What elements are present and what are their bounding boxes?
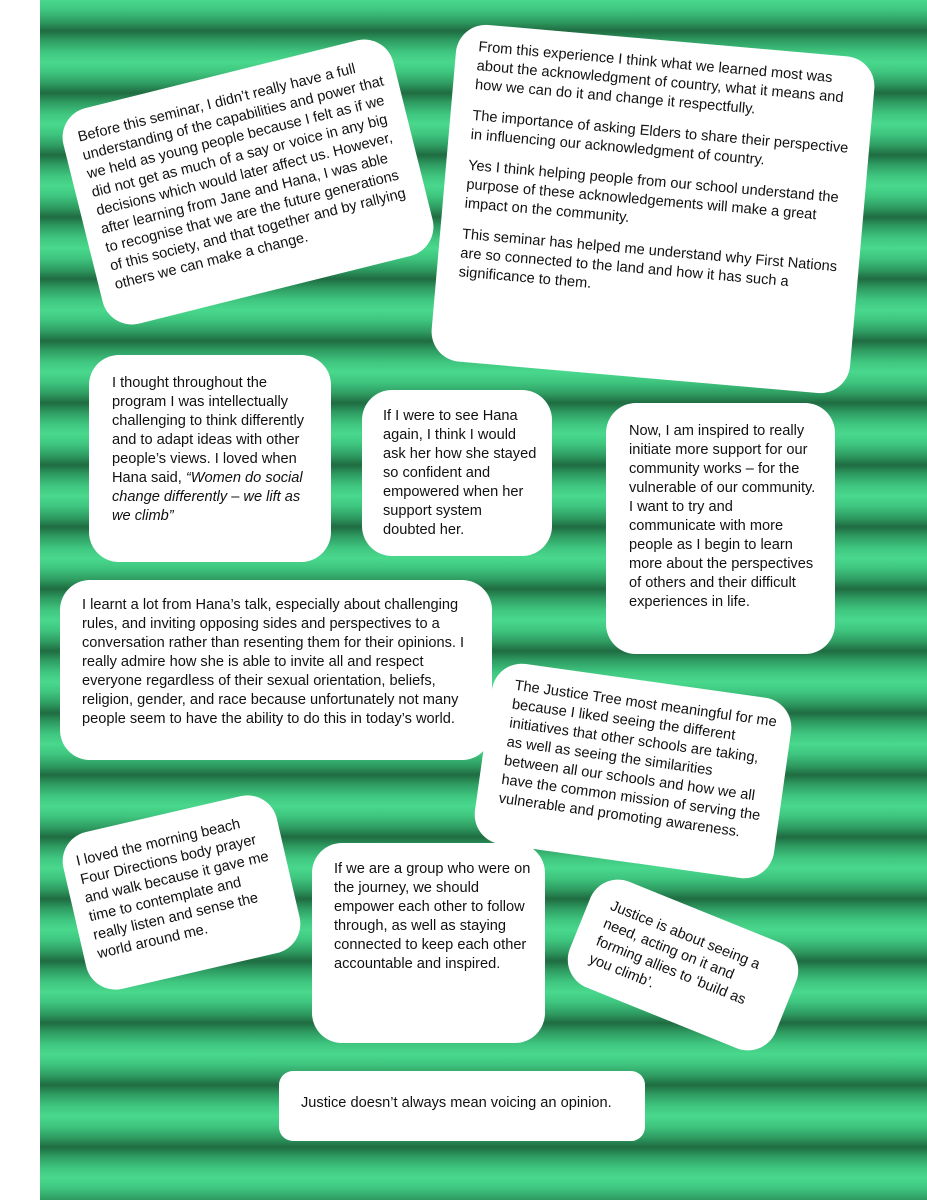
note-before-seminar-text: Before this seminar, I didn’t really have a full understanding of the capabilities and power that we held as young people because I felt as if we did not get as much of a say or voice in any big decisions which would later affect us. However, after learning from Jane and Hana, I was able to recognise that we are the future generations of this society, and that together and by rallying others we can make a change. (76, 60, 408, 293)
note-justice-seeing-text: Justice is about seeing a need, acting on it and forming allies to ‘build as you climb’. (586, 898, 763, 1009)
note-experience-paragraph-2: The importance of asking Elders to share their perspective in influencing our acknowledgment of country. (470, 107, 849, 169)
note-group-text: If we are a group who were on the journey, we should empower each other to follow through, as well as staying connected to keep each other accountable and inspired. (334, 861, 531, 972)
note-justice-voicing (279, 1071, 645, 1141)
note-experience-paragraph-1: From this experience I think what we learned most was about the acknowledgment of country, what it means and how we can do it and change it respectfully. (474, 39, 845, 118)
note-learnt-text: I learnt a lot from Hana’s talk, especially about challenging rules, and inviting opposing sides and perspectives to a conversation rather than resenting them for their opinions. I really admire how she is able to invite all and respect everyone regardless of their sexual orientation, beliefs, religion, gender, and race because unfortunately not many people seem to have the ability to do this in today’s world. (82, 597, 465, 727)
note-see-hana (362, 390, 552, 556)
note-inspired-text: Now, I am inspired to really initiate more support for our community works – for the vulnerable of our community. I want to try and communicate with more people as I begin to learn more about the perspectives of others and their difficult experiences in life. (629, 423, 816, 610)
note-experience-paragraph-4: This seminar has helped me understand why First Nations are so connected to the land and how it has such a significance to them. (458, 226, 838, 292)
note-experience-paragraph-3: Yes I think helping people from our school understand the purpose of these acknowledgements will make a great impact on the community. (464, 157, 840, 226)
note-experience (429, 22, 877, 395)
note-intellectually (89, 355, 331, 562)
note-group (312, 843, 545, 1043)
hana-quote: “Women do social change differently – we lift as we climb” (112, 470, 303, 524)
note-justice-voicing-text: Justice doesn’t always mean voicing an opinion. (301, 1095, 612, 1111)
note-intellectually-text: I thought throughout the program I was intellectually challenging to think differently and to adapt ideas with other people’s views. I loved when Hana said, (112, 375, 305, 486)
note-inspired (606, 403, 835, 654)
note-see-hana-text: If I were to see Hana again, I think I would ask her how she stayed so confident and empowered when her support system doubted her. (383, 408, 537, 538)
note-learnt (60, 580, 492, 760)
note-beach-text: I loved the morning beach Four Directions body prayer and walk because it gave me time to contemplate and really listen and sense the world around me. (74, 816, 271, 963)
note-justice-tree-text: The Justice Tree most meaningful for me because I liked seeing the different initiatives that other schools are taking, as well as seeing the similarities between all our schools and how we all have the common mission of serving the vulnerable and promoting awareness. (497, 677, 778, 841)
